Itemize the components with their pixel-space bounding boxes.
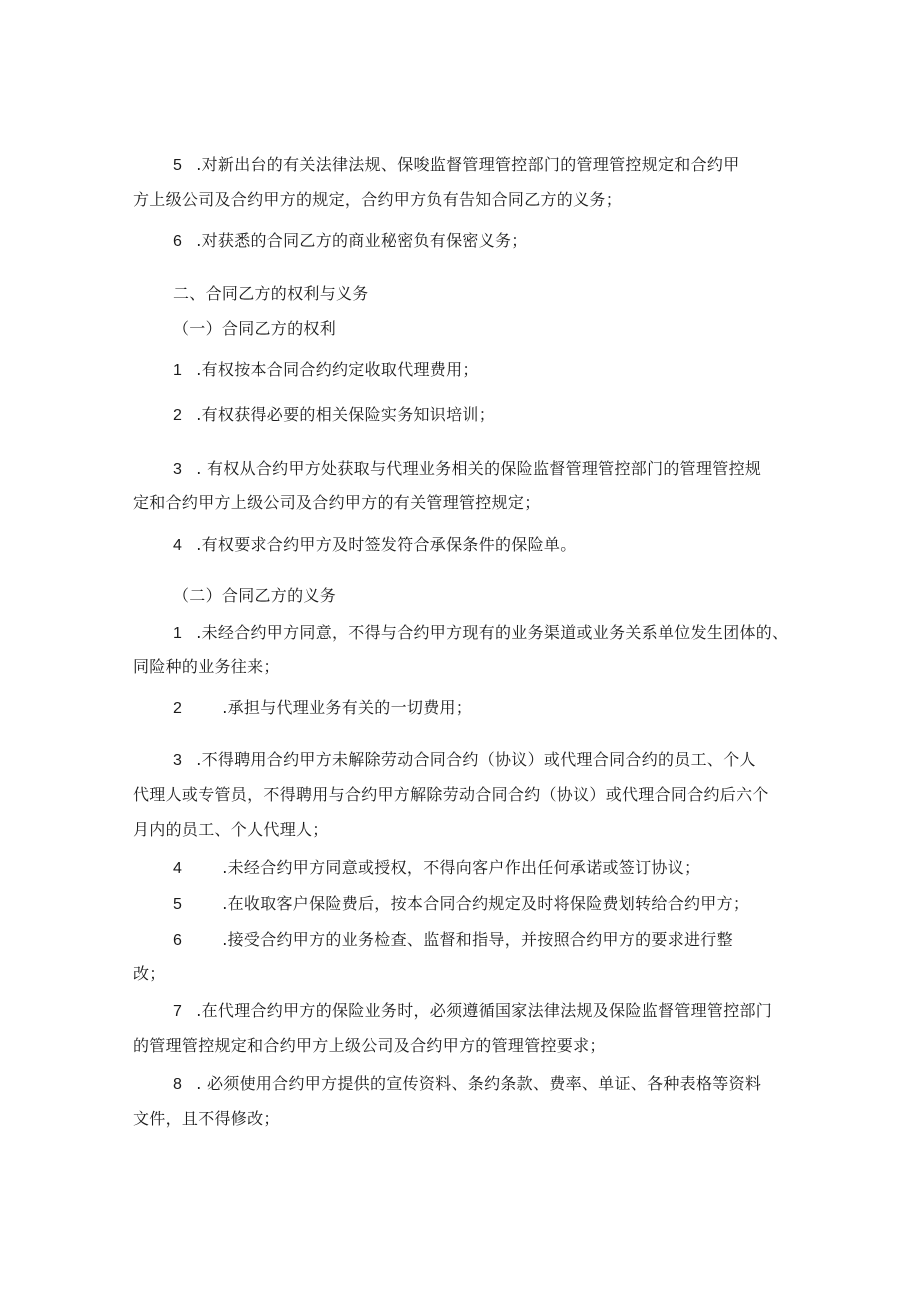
section-heading xyxy=(173,283,369,305)
clause-text: 文件，且不得修改； xyxy=(133,1109,280,1128)
clause-text: .在收取客户保险费后，按本合同合约规定及时将保险费划转给合约甲方； xyxy=(222,894,750,913)
clause-number: 5 xyxy=(173,896,183,913)
clause-line xyxy=(133,784,769,806)
clause-number: 6 xyxy=(173,932,183,949)
clause-number: 1 xyxy=(173,362,183,379)
clause-text: 同险种的业务往来； xyxy=(133,657,280,676)
clause-line xyxy=(173,154,740,177)
clause-number: 2 xyxy=(173,700,183,717)
clause-number: 4 xyxy=(173,860,183,877)
section-heading-text: 二、合同乙方的权利与义务 xyxy=(173,284,369,303)
clause-text: .有权按本合同合约约定收取代理费用； xyxy=(196,360,479,379)
subsection-heading xyxy=(173,318,336,340)
clause-line xyxy=(173,404,495,427)
clause-line xyxy=(173,1073,761,1096)
clause-line xyxy=(133,963,166,985)
clause-line xyxy=(173,857,700,880)
clause-line xyxy=(173,534,577,557)
clause-text: 代理人或专管员，不得聘用与合约甲方解除劳动合同合约（协议）或代理合同合约后六个 xyxy=(133,785,769,804)
clause-number: 3 xyxy=(173,461,183,478)
clause-line xyxy=(173,893,749,916)
clause-text: .未经合约甲方同意，不得与合约甲方现有的业务渠道或业务关系单位发生团体的、 xyxy=(196,623,789,642)
clause-line xyxy=(173,749,756,772)
subsection-heading xyxy=(173,585,336,607)
clause-line xyxy=(173,697,472,720)
clause-text: .不得聘用合约甲方未解除劳动合同合约（协议）或代理合同合约的员工、个人 xyxy=(196,750,756,769)
clause-number: 7 xyxy=(173,1003,183,1020)
subsection-heading-text: （二）合同乙方的义务 xyxy=(173,586,337,605)
clause-text: .对获悉的合同乙方的商业秘密负有保密义务； xyxy=(196,231,528,250)
clause-number: 1 xyxy=(173,625,183,642)
clause-text: 定和合约甲方上级公司及合约甲方的有关管理管控规定； xyxy=(133,493,541,512)
clause-line xyxy=(173,1000,772,1023)
clause-number: 8 xyxy=(173,1076,183,1093)
clause-text: 的管理管控规定和合约甲方上级公司及合约甲方的管理管控要求； xyxy=(133,1036,606,1055)
clause-text: 方上级公司及合约甲方的规定，合约甲方负有告知合同乙方的义务； xyxy=(133,190,623,209)
clause-text: 改； xyxy=(133,964,166,983)
clause-line xyxy=(133,819,329,841)
clause-line xyxy=(133,189,622,211)
clause-line xyxy=(173,230,528,253)
clause-text: .接受合约甲方的业务检查、监督和指导，并按照合约甲方的要求进行整 xyxy=(222,930,733,949)
clause-line xyxy=(133,656,280,678)
clause-line xyxy=(173,359,479,382)
clause-text: .未经合约甲方同意或授权，不得向客户作出任何承诺或签订协议； xyxy=(222,858,701,877)
clause-number: 5 xyxy=(173,157,183,174)
clause-text: . 必须使用合约甲方提供的宣传资料、条约条款、费率、单证、各种表格等资料 xyxy=(196,1074,762,1093)
clause-line xyxy=(173,458,761,481)
clause-text: 月内的员工、个人代理人； xyxy=(133,820,329,839)
clause-text: .有权获得必要的相关保险实务知识培训； xyxy=(196,405,495,424)
clause-line xyxy=(173,929,733,952)
clause-number: 2 xyxy=(173,407,183,424)
clause-line xyxy=(173,622,788,645)
clause-line xyxy=(133,1108,280,1130)
clause-number: 3 xyxy=(173,752,183,769)
clause-text: . 有权从合约甲方处获取与代理业务相关的保险监督管理管控部门的管理管控规 xyxy=(196,459,762,478)
clause-text: .承担与代理业务有关的一切费用； xyxy=(222,698,473,717)
clause-number: 4 xyxy=(173,537,183,554)
clause-text: .在代理合约甲方的保险业务时，必须遵循国家法律法规及保险监督管理管控部门 xyxy=(196,1001,773,1020)
clause-line xyxy=(133,492,541,514)
clause-text: .有权要求合约甲方及时签发符合承保条件的保险单。 xyxy=(196,535,577,554)
subsection-heading-text: （一）合同乙方的权利 xyxy=(173,319,337,338)
clause-number: 6 xyxy=(173,233,183,250)
clause-line xyxy=(133,1035,606,1057)
clause-text: .对新出台的有关法律法规、保唆监督管理管控部门的管理管控规定和合约甲 xyxy=(196,155,740,174)
